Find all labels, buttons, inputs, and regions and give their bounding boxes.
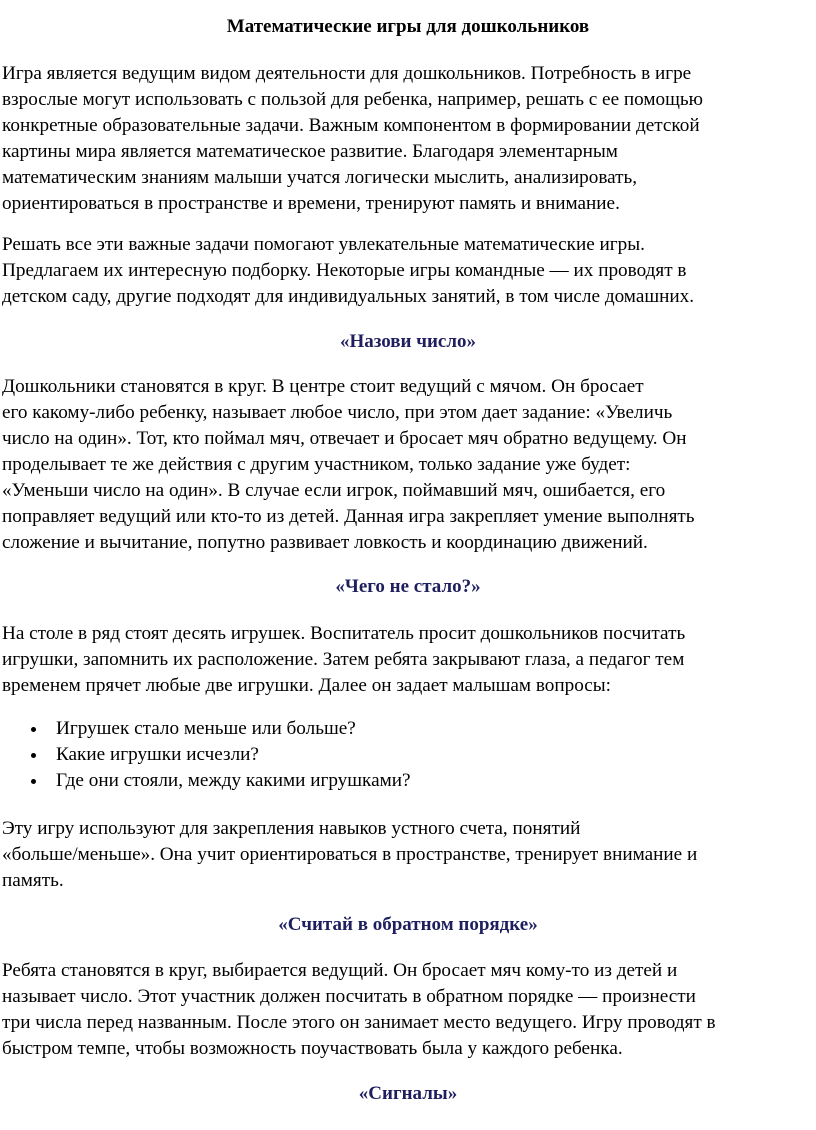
text-line: математическим знаниям малыши учатся логически мыслить, анализировать, xyxy=(2,167,638,188)
text-line: Предлагаем их интересную подборку. Некоторые игры командные — их проводят в xyxy=(2,260,687,281)
list-item xyxy=(0,716,816,742)
questions-list xyxy=(0,716,816,794)
text-line: три числа перед названным. После этого он занимает место ведущего. Игру проводят в xyxy=(2,1012,716,1033)
game-heading-name-number: «Назови число» xyxy=(339,331,477,352)
text-line: картины мира является математическое развитие. Благодаря элементарным xyxy=(2,141,618,162)
text-line: игрушки, запомнить их расположение. Затем ребята закрывают глаза, а педагог тем xyxy=(2,649,685,670)
text-line: «Уменьши число на один». В случае если игрок, поймавший мяч, ошибается, его xyxy=(2,480,666,501)
text-line: На столе в ряд стоят десять игрушек. Воспитатель просит дошкольников посчитать xyxy=(2,623,686,644)
text-line: детском саду, другие подходят для индивидуальных занятий, в том числе домашних. xyxy=(2,286,695,307)
text-line: сложение и вычитание, попутно развивает ловкость и координацию движений. xyxy=(2,532,648,553)
game-description-count-backwards xyxy=(2,958,814,1062)
text-line: конкретные образовательные задачи. Важным компонентом в формировании детской xyxy=(2,115,700,136)
text-line: его какому-либо ребенку, называет любое число, при этом дает задание: «Увеличь xyxy=(2,402,673,423)
text-line: быстром темпе, чтобы возможность поучаствовать была у каждого ребенка. xyxy=(2,1038,623,1059)
game-heading-count-backwards: «Считай в обратном порядке» xyxy=(278,914,538,935)
text-line: проделывает те же действия с другим участником, только задание уже будет: xyxy=(2,454,631,475)
game-heading-what-is-missing: «Чего не стало?» xyxy=(335,576,481,597)
bullet-icon xyxy=(31,753,36,758)
text-line: число на один». Тот, кто поймал мяч, отвечает и бросает мяч обратно ведущему. Он xyxy=(2,428,687,449)
text-line: взрослые могут использовать с пользой для ребенка, например, решать с ее помощью xyxy=(2,89,703,110)
game-heading-signals: «Сигналы» xyxy=(358,1083,458,1104)
text-line: Игра является ведущим видом деятельности для дошкольников. Потребность в игре xyxy=(2,63,692,84)
text-line: Ребята становятся в круг, выбирается ведущий. Он бросает мяч кому-то из детей и xyxy=(2,960,678,981)
list-item-text: Какие игрушки исчезли? xyxy=(56,744,259,765)
game-description-name-number xyxy=(2,374,814,556)
intro-paragraph-2 xyxy=(2,232,814,310)
list-item-text: Где они стояли, между какими игрушками? xyxy=(56,770,411,791)
text-line: ориентироваться в пространстве и времени, тренируют память и внимание. xyxy=(2,193,620,214)
text-line: память. xyxy=(2,870,64,891)
text-line: Дошкольники становятся в круг. В центре стоит ведущий с мячом. Он бросает xyxy=(2,376,644,397)
text-line: Эту игру используют для закрепления навыков устного счета, понятий xyxy=(2,818,581,839)
intro-paragraph xyxy=(2,61,814,217)
list-item-text: Игрушек стало меньше или больше? xyxy=(56,718,356,739)
game-description-what-is-missing xyxy=(2,621,814,699)
text-line: называет число. Этот участник должен посчитать в обратном порядке — произнести xyxy=(2,986,696,1007)
bullet-icon xyxy=(31,727,36,732)
list-item xyxy=(0,768,816,794)
text-line: временем прячет любые две игрушки. Далее он задает малышам вопросы: xyxy=(2,675,612,696)
text-line: поправляет ведущий или кто-то из детей. Данная игра закрепляет умение выполнять xyxy=(2,506,695,527)
bullet-icon xyxy=(31,779,36,784)
text-line: Решать все эти важные задачи помогают увлекательные математические игры. xyxy=(2,234,645,255)
game-summary-what-is-missing xyxy=(2,816,814,894)
text-line: «больше/меньше». Она учит ориентироваться в пространстве, тренирует внимание и xyxy=(2,844,698,865)
document-title: Математические игры для дошкольников xyxy=(226,16,590,37)
list-item xyxy=(0,742,816,768)
